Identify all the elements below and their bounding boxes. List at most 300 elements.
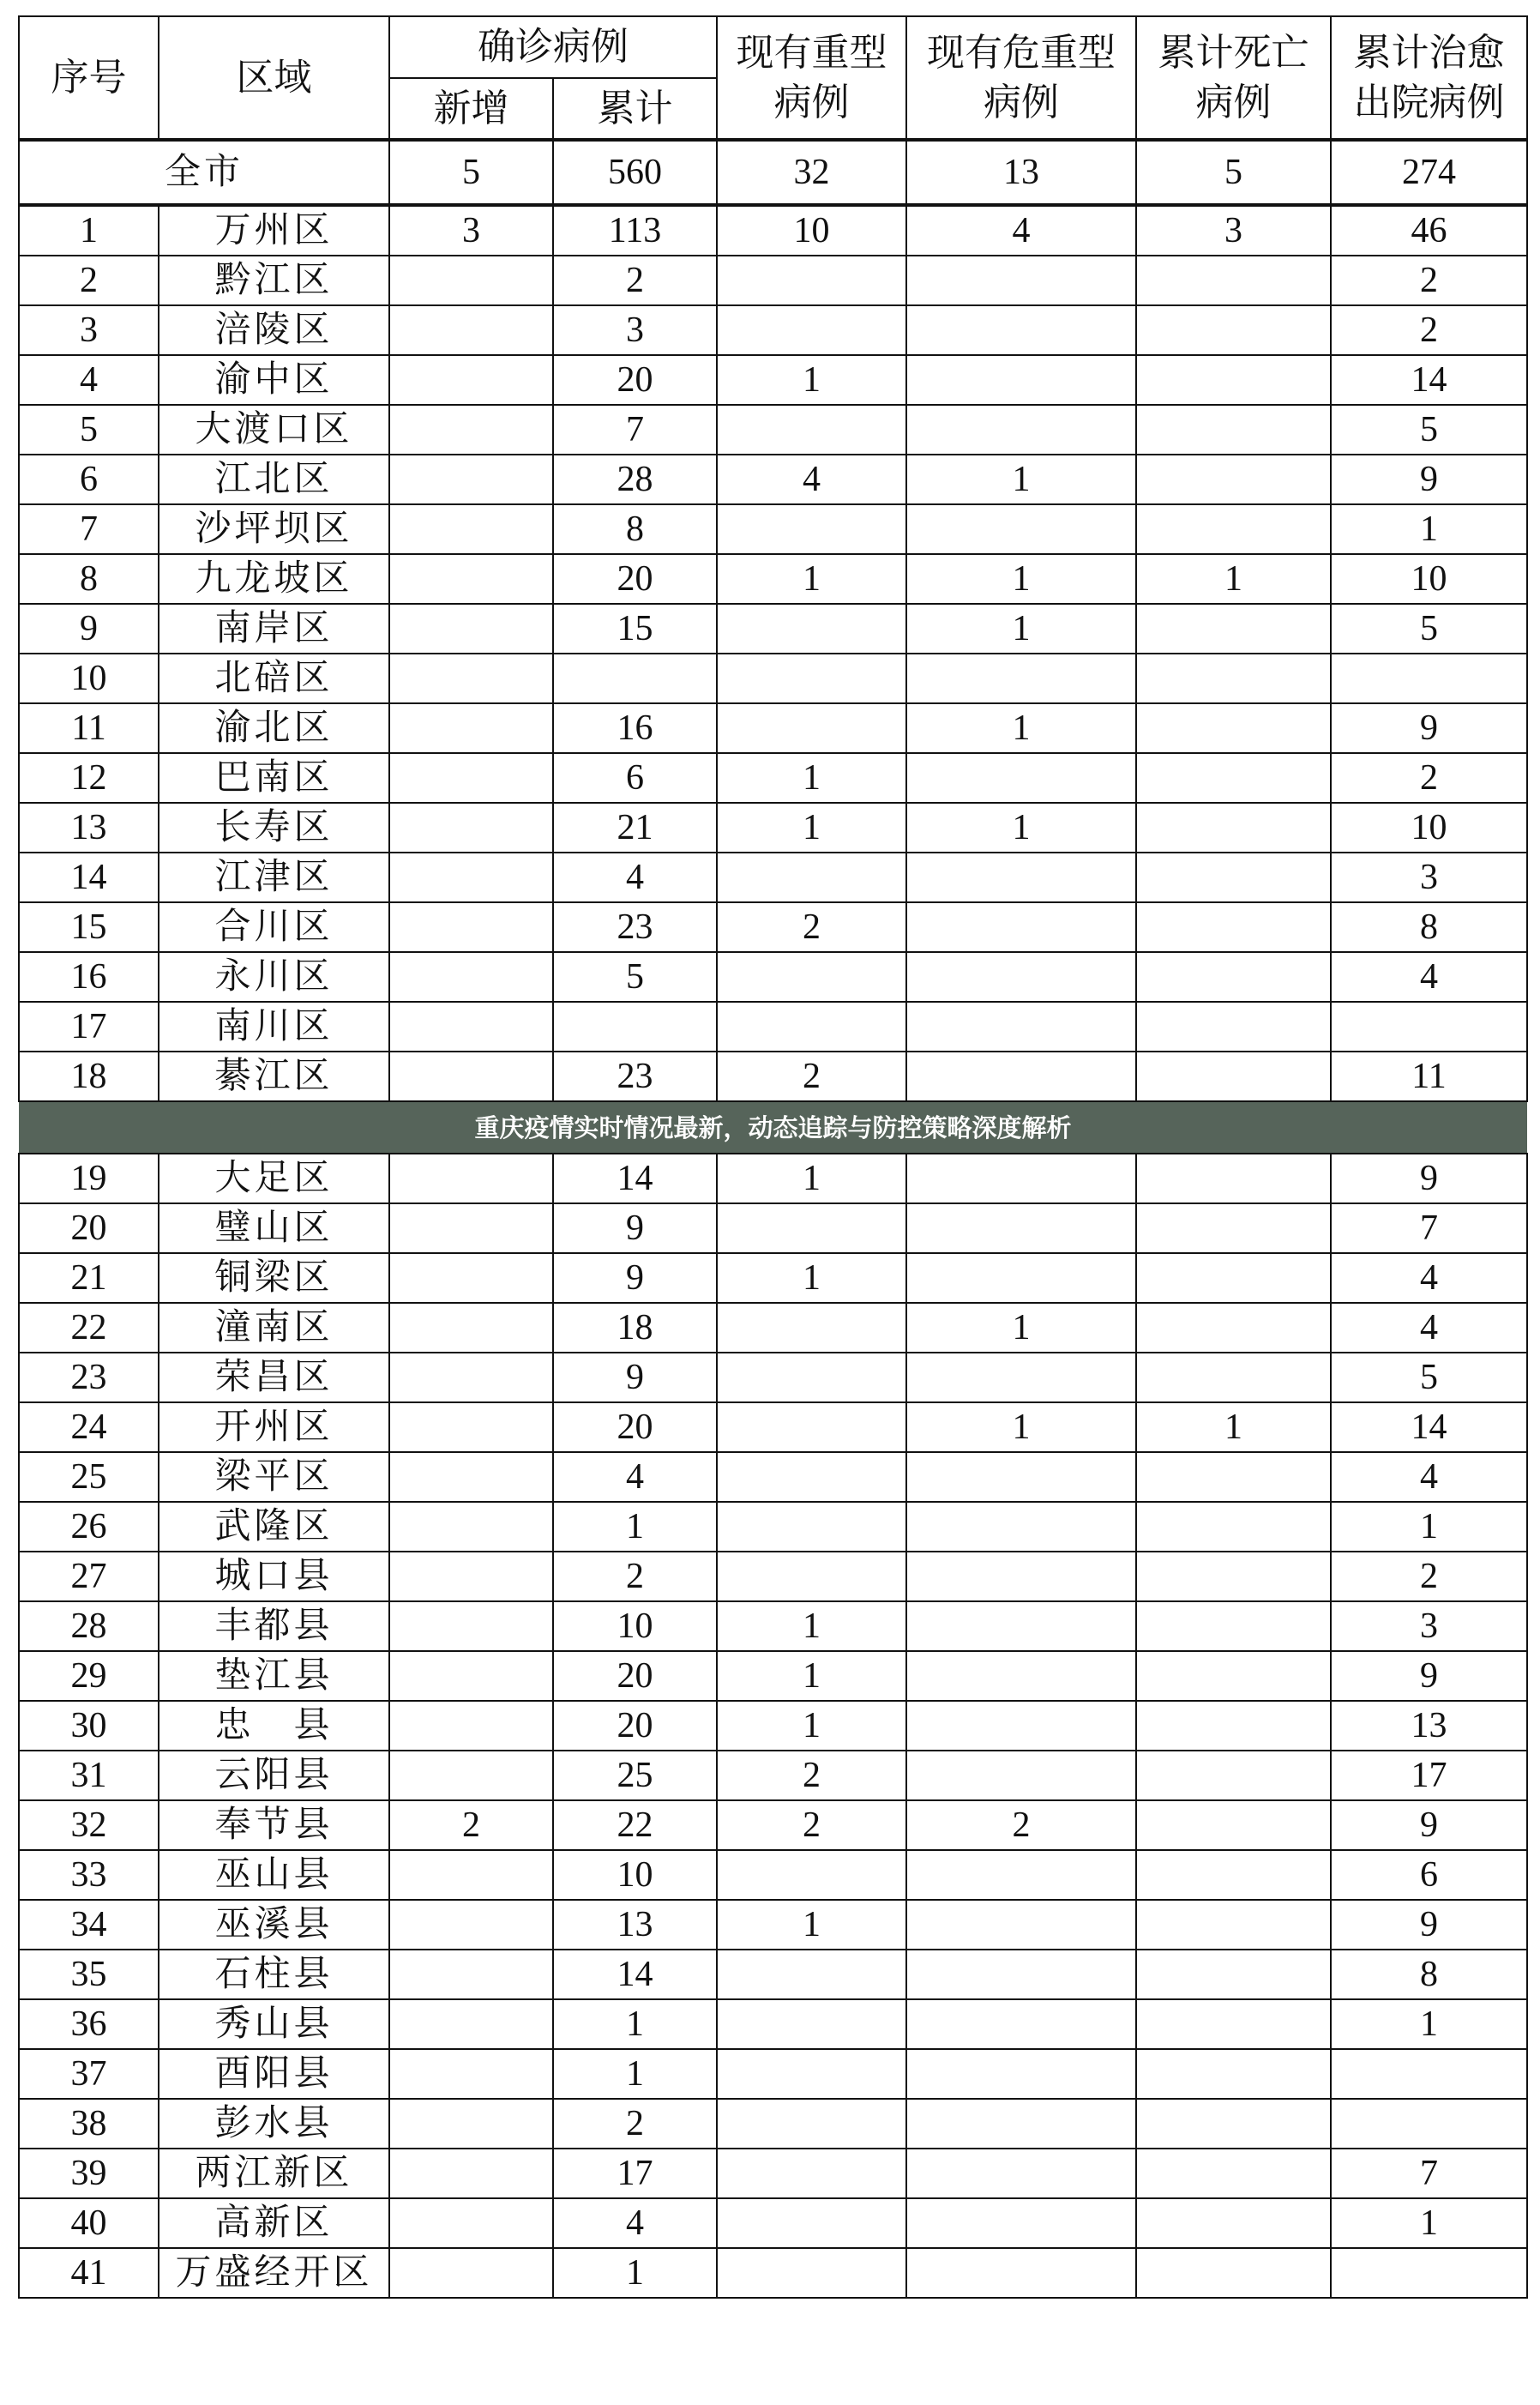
row-index: 20	[19, 1203, 159, 1253]
row-critical	[906, 504, 1136, 554]
row-index: 36	[19, 1999, 159, 2049]
row-critical	[906, 1900, 1136, 1950]
row-cumulative: 14	[553, 1154, 717, 1203]
total-severe: 32	[717, 140, 906, 205]
row-cumulative: 2	[553, 1552, 717, 1601]
row-deaths	[1136, 1999, 1331, 2049]
row-region: 铜梁区	[159, 1253, 389, 1303]
row-severe	[717, 305, 906, 355]
row-deaths	[1136, 1154, 1331, 1203]
row-new	[389, 554, 553, 604]
row-critical	[906, 902, 1136, 952]
row-severe	[717, 604, 906, 654]
row-index: 27	[19, 1552, 159, 1601]
row-severe: 2	[717, 1751, 906, 1800]
table-row	[19, 256, 1527, 305]
table-row	[19, 1900, 1527, 1950]
row-severe	[717, 703, 906, 753]
row-new	[389, 1402, 553, 1452]
row-new	[389, 1052, 553, 1101]
table-row	[19, 604, 1527, 654]
row-new	[389, 1601, 553, 1651]
epidemic-table	[18, 15, 1528, 2299]
total-critical: 13	[906, 140, 1136, 205]
row-new	[389, 1002, 553, 1052]
row-new	[389, 1950, 553, 1999]
row-region: 垫江县	[159, 1651, 389, 1701]
table-row	[19, 1950, 1527, 1999]
row-new	[389, 2248, 553, 2298]
row-index: 10	[19, 654, 159, 703]
row-deaths	[1136, 305, 1331, 355]
table-row	[19, 1052, 1527, 1101]
row-critical	[906, 256, 1136, 305]
row-severe	[717, 1950, 906, 1999]
row-recovered: 4	[1331, 1303, 1527, 1353]
row-new	[389, 1701, 553, 1751]
header-new: 新增	[389, 78, 553, 140]
row-deaths	[1136, 1900, 1331, 1950]
row-severe	[717, 2049, 906, 2099]
row-recovered: 11	[1331, 1052, 1527, 1101]
row-severe	[717, 1999, 906, 2049]
row-critical	[906, 1850, 1136, 1900]
row-deaths	[1136, 455, 1331, 504]
row-deaths: 1	[1136, 1402, 1331, 1452]
row-new	[389, 803, 553, 853]
table-row	[19, 1999, 1527, 2049]
row-deaths	[1136, 2099, 1331, 2149]
row-cumulative: 9	[553, 1203, 717, 1253]
row-cumulative: 28	[553, 455, 717, 504]
row-critical	[906, 1154, 1136, 1203]
row-cumulative: 23	[553, 1052, 717, 1101]
row-severe	[717, 2149, 906, 2198]
row-cumulative: 20	[553, 1651, 717, 1701]
table-row	[19, 1154, 1527, 1203]
row-region: 万盛经开区	[159, 2248, 389, 2298]
row-recovered: 9	[1331, 1900, 1527, 1950]
row-severe: 1	[717, 554, 906, 604]
row-severe	[717, 1552, 906, 1601]
row-new	[389, 2198, 553, 2248]
row-cumulative: 16	[553, 703, 717, 753]
row-index: 14	[19, 853, 159, 902]
row-recovered: 8	[1331, 902, 1527, 952]
row-index: 9	[19, 604, 159, 654]
row-region: 武隆区	[159, 1502, 389, 1552]
row-new	[389, 2099, 553, 2149]
row-region: 涪陵区	[159, 305, 389, 355]
row-region: 长寿区	[159, 803, 389, 853]
row-index: 15	[19, 902, 159, 952]
row-index: 4	[19, 355, 159, 405]
row-region: 万州区	[159, 205, 389, 256]
row-deaths	[1136, 355, 1331, 405]
row-cumulative: 1	[553, 2049, 717, 2099]
row-cumulative: 4	[553, 2198, 717, 2248]
row-deaths: 3	[1136, 205, 1331, 256]
row-severe	[717, 654, 906, 703]
row-recovered: 3	[1331, 1601, 1527, 1651]
row-region: 黔江区	[159, 256, 389, 305]
row-cumulative: 1	[553, 2248, 717, 2298]
row-new	[389, 504, 553, 554]
row-recovered: 9	[1331, 1800, 1527, 1850]
row-cumulative: 2	[553, 2099, 717, 2149]
total-row	[19, 140, 1527, 205]
row-cumulative: 13	[553, 1900, 717, 1950]
row-cumulative	[553, 1002, 717, 1052]
total-recovered: 274	[1331, 140, 1527, 205]
row-cumulative: 17	[553, 2149, 717, 2198]
table-row	[19, 504, 1527, 554]
row-new	[389, 1751, 553, 1800]
row-recovered: 2	[1331, 753, 1527, 803]
table-row	[19, 654, 1527, 703]
row-recovered: 1	[1331, 1999, 1527, 2049]
row-index: 29	[19, 1651, 159, 1701]
row-recovered: 4	[1331, 952, 1527, 1002]
total-cumulative: 560	[553, 140, 717, 205]
row-cumulative: 1	[553, 1502, 717, 1552]
row-index: 18	[19, 1052, 159, 1101]
row-region: 九龙坡区	[159, 554, 389, 604]
row-severe: 2	[717, 1052, 906, 1101]
row-cumulative: 8	[553, 504, 717, 554]
table-row	[19, 1253, 1527, 1303]
table-row	[19, 305, 1527, 355]
row-critical: 1	[906, 703, 1136, 753]
table-row	[19, 952, 1527, 1002]
row-severe: 1	[717, 1154, 906, 1203]
row-recovered	[1331, 2248, 1527, 2298]
row-new	[389, 1452, 553, 1502]
row-severe: 1	[717, 753, 906, 803]
row-recovered: 2	[1331, 1552, 1527, 1601]
row-cumulative: 9	[553, 1353, 717, 1402]
row-critical	[906, 2198, 1136, 2248]
row-cumulative: 9	[553, 1253, 717, 1303]
row-index: 11	[19, 703, 159, 753]
row-new	[389, 1999, 553, 2049]
row-new	[389, 703, 553, 753]
row-deaths	[1136, 256, 1331, 305]
table-row	[19, 1002, 1527, 1052]
row-cumulative: 7	[553, 405, 717, 455]
row-critical: 4	[906, 205, 1136, 256]
row-critical	[906, 1353, 1136, 1402]
table-row	[19, 405, 1527, 455]
row-new: 2	[389, 1800, 553, 1850]
row-index: 32	[19, 1800, 159, 1850]
row-cumulative: 1	[553, 1999, 717, 2049]
header-critical: 现有危重型病例	[906, 16, 1136, 140]
row-cumulative: 22	[553, 1800, 717, 1850]
title-banner: 重庆疫情实时情况最新，动态追踪与防控策略深度解析	[19, 1101, 1527, 1154]
row-cumulative: 20	[553, 1402, 717, 1452]
row-severe	[717, 1452, 906, 1502]
row-critical: 1	[906, 455, 1136, 504]
row-region: 酉阳县	[159, 2049, 389, 2099]
row-recovered: 8	[1331, 1950, 1527, 1999]
row-index: 37	[19, 2049, 159, 2099]
table-row	[19, 1303, 1527, 1353]
row-recovered: 5	[1331, 405, 1527, 455]
row-recovered: 5	[1331, 604, 1527, 654]
table-row	[19, 1402, 1527, 1452]
row-region: 南岸区	[159, 604, 389, 654]
header-deaths: 累计死亡病例	[1136, 16, 1331, 140]
row-index: 23	[19, 1353, 159, 1402]
row-new	[389, 256, 553, 305]
row-deaths	[1136, 1052, 1331, 1101]
row-severe	[717, 2248, 906, 2298]
row-critical	[906, 654, 1136, 703]
row-recovered: 9	[1331, 703, 1527, 753]
row-recovered: 4	[1331, 1452, 1527, 1502]
row-recovered: 46	[1331, 205, 1527, 256]
row-recovered: 14	[1331, 355, 1527, 405]
row-index: 3	[19, 305, 159, 355]
table-row	[19, 1502, 1527, 1552]
row-severe: 2	[717, 902, 906, 952]
row-recovered	[1331, 654, 1527, 703]
row-cumulative: 5	[553, 952, 717, 1002]
row-region: 璧山区	[159, 1203, 389, 1253]
row-cumulative: 20	[553, 1701, 717, 1751]
row-new	[389, 1502, 553, 1552]
row-critical: 1	[906, 604, 1136, 654]
table-row	[19, 2099, 1527, 2149]
row-recovered: 6	[1331, 1850, 1527, 1900]
row-cumulative: 25	[553, 1751, 717, 1800]
row-deaths: 1	[1136, 554, 1331, 604]
row-severe	[717, 1402, 906, 1452]
row-deaths	[1136, 1800, 1331, 1850]
row-cumulative: 15	[553, 604, 717, 654]
row-severe: 4	[717, 455, 906, 504]
row-new	[389, 305, 553, 355]
row-critical	[906, 1601, 1136, 1651]
table-row	[19, 2248, 1527, 2298]
row-cumulative: 20	[553, 554, 717, 604]
table-row	[19, 1601, 1527, 1651]
row-region: 两江新区	[159, 2149, 389, 2198]
row-cumulative: 6	[553, 753, 717, 803]
row-new	[389, 853, 553, 902]
row-recovered: 14	[1331, 1402, 1527, 1452]
row-cumulative	[553, 654, 717, 703]
row-severe: 1	[717, 1900, 906, 1950]
total-label: 全市	[19, 140, 389, 205]
row-index: 33	[19, 1850, 159, 1900]
row-cumulative: 10	[553, 1850, 717, 1900]
row-region: 沙坪坝区	[159, 504, 389, 554]
row-index: 21	[19, 1253, 159, 1303]
row-region: 合川区	[159, 902, 389, 952]
row-critical	[906, 1751, 1136, 1800]
row-new	[389, 455, 553, 504]
row-critical: 1	[906, 1303, 1136, 1353]
table-row	[19, 455, 1527, 504]
header-cumulative: 累计	[553, 78, 717, 140]
row-deaths	[1136, 504, 1331, 554]
row-region: 巫山县	[159, 1850, 389, 1900]
table-row	[19, 1552, 1527, 1601]
row-recovered: 2	[1331, 256, 1527, 305]
row-region: 巫溪县	[159, 1900, 389, 1950]
row-region: 巴南区	[159, 753, 389, 803]
row-critical	[906, 1651, 1136, 1701]
row-new	[389, 1154, 553, 1203]
row-deaths	[1136, 1601, 1331, 1651]
row-new	[389, 1651, 553, 1701]
row-severe	[717, 1203, 906, 1253]
header-confirmed: 确诊病例	[389, 16, 717, 78]
row-new	[389, 654, 553, 703]
row-deaths	[1136, 1552, 1331, 1601]
row-deaths	[1136, 1950, 1331, 1999]
row-new	[389, 1900, 553, 1950]
row-region: 云阳县	[159, 1751, 389, 1800]
row-recovered: 2	[1331, 305, 1527, 355]
row-severe: 10	[717, 205, 906, 256]
row-index: 28	[19, 1601, 159, 1651]
row-region: 南川区	[159, 1002, 389, 1052]
table-row	[19, 1701, 1527, 1751]
row-recovered: 3	[1331, 853, 1527, 902]
row-recovered: 9	[1331, 1154, 1527, 1203]
row-deaths	[1136, 952, 1331, 1002]
header-recovered: 累计治愈出院病例	[1331, 16, 1527, 140]
row-new	[389, 1552, 553, 1601]
row-deaths	[1136, 2248, 1331, 2298]
row-region: 石柱县	[159, 1950, 389, 1999]
row-region: 忠 县	[159, 1701, 389, 1751]
row-recovered	[1331, 2049, 1527, 2099]
row-deaths	[1136, 2198, 1331, 2248]
row-severe: 1	[717, 1701, 906, 1751]
row-cumulative: 4	[553, 853, 717, 902]
row-index: 38	[19, 2099, 159, 2149]
row-critical	[906, 2149, 1136, 2198]
row-deaths	[1136, 803, 1331, 853]
row-critical: 1	[906, 554, 1136, 604]
table-row	[19, 1850, 1527, 1900]
row-critical: 1	[906, 803, 1136, 853]
row-severe	[717, 1303, 906, 1353]
row-cumulative: 18	[553, 1303, 717, 1353]
row-severe: 1	[717, 355, 906, 405]
row-severe	[717, 504, 906, 554]
table-row	[19, 554, 1527, 604]
row-critical	[906, 1452, 1136, 1502]
row-deaths	[1136, 604, 1331, 654]
row-cumulative: 23	[553, 902, 717, 952]
table-row	[19, 1452, 1527, 1502]
row-recovered: 1	[1331, 504, 1527, 554]
row-region: 荣昌区	[159, 1353, 389, 1402]
row-critical: 1	[906, 1402, 1136, 1452]
row-cumulative: 113	[553, 205, 717, 256]
row-cumulative: 21	[553, 803, 717, 853]
table-row	[19, 2198, 1527, 2248]
row-recovered: 4	[1331, 1253, 1527, 1303]
row-deaths	[1136, 853, 1331, 902]
row-cumulative: 4	[553, 1452, 717, 1502]
row-new	[389, 604, 553, 654]
row-new	[389, 753, 553, 803]
row-recovered: 1	[1331, 2198, 1527, 2248]
row-deaths	[1136, 1651, 1331, 1701]
row-severe: 1	[717, 1651, 906, 1701]
row-critical: 2	[906, 1800, 1136, 1850]
row-index: 7	[19, 504, 159, 554]
row-new	[389, 902, 553, 952]
row-region: 大渡口区	[159, 405, 389, 455]
table-row	[19, 205, 1527, 256]
row-deaths	[1136, 2149, 1331, 2198]
row-deaths	[1136, 1303, 1331, 1353]
row-deaths	[1136, 1203, 1331, 1253]
row-recovered: 10	[1331, 554, 1527, 604]
row-new	[389, 355, 553, 405]
row-new	[389, 1203, 553, 1253]
total-deaths: 5	[1136, 140, 1331, 205]
row-deaths	[1136, 1751, 1331, 1800]
row-critical	[906, 1701, 1136, 1751]
row-index: 13	[19, 803, 159, 853]
row-recovered: 7	[1331, 1203, 1527, 1253]
row-recovered: 5	[1331, 1353, 1527, 1402]
row-critical	[906, 1999, 1136, 2049]
row-severe: 2	[717, 1800, 906, 1850]
row-new	[389, 405, 553, 455]
row-critical	[906, 355, 1136, 405]
row-recovered: 7	[1331, 2149, 1527, 2198]
table-row	[19, 703, 1527, 753]
table-row	[19, 1751, 1527, 1800]
row-region: 开州区	[159, 1402, 389, 1452]
row-severe	[717, 1002, 906, 1052]
row-severe	[717, 2198, 906, 2248]
row-cumulative: 2	[553, 256, 717, 305]
row-index: 41	[19, 2248, 159, 2298]
row-region: 潼南区	[159, 1303, 389, 1353]
title-banner-row	[19, 1101, 1527, 1154]
row-critical	[906, 1502, 1136, 1552]
row-deaths	[1136, 902, 1331, 952]
row-region: 渝中区	[159, 355, 389, 405]
row-new	[389, 2049, 553, 2099]
row-critical	[906, 1552, 1136, 1601]
table-row	[19, 853, 1527, 902]
row-severe	[717, 853, 906, 902]
row-critical	[906, 753, 1136, 803]
row-deaths	[1136, 1002, 1331, 1052]
row-critical	[906, 405, 1136, 455]
header-index: 序号	[19, 16, 159, 140]
row-index: 25	[19, 1452, 159, 1502]
row-index: 34	[19, 1900, 159, 1950]
row-region: 秀山县	[159, 1999, 389, 2049]
row-cumulative: 20	[553, 355, 717, 405]
table-row	[19, 902, 1527, 952]
table-row	[19, 1353, 1527, 1402]
row-critical	[906, 1950, 1136, 1999]
row-index: 1	[19, 205, 159, 256]
